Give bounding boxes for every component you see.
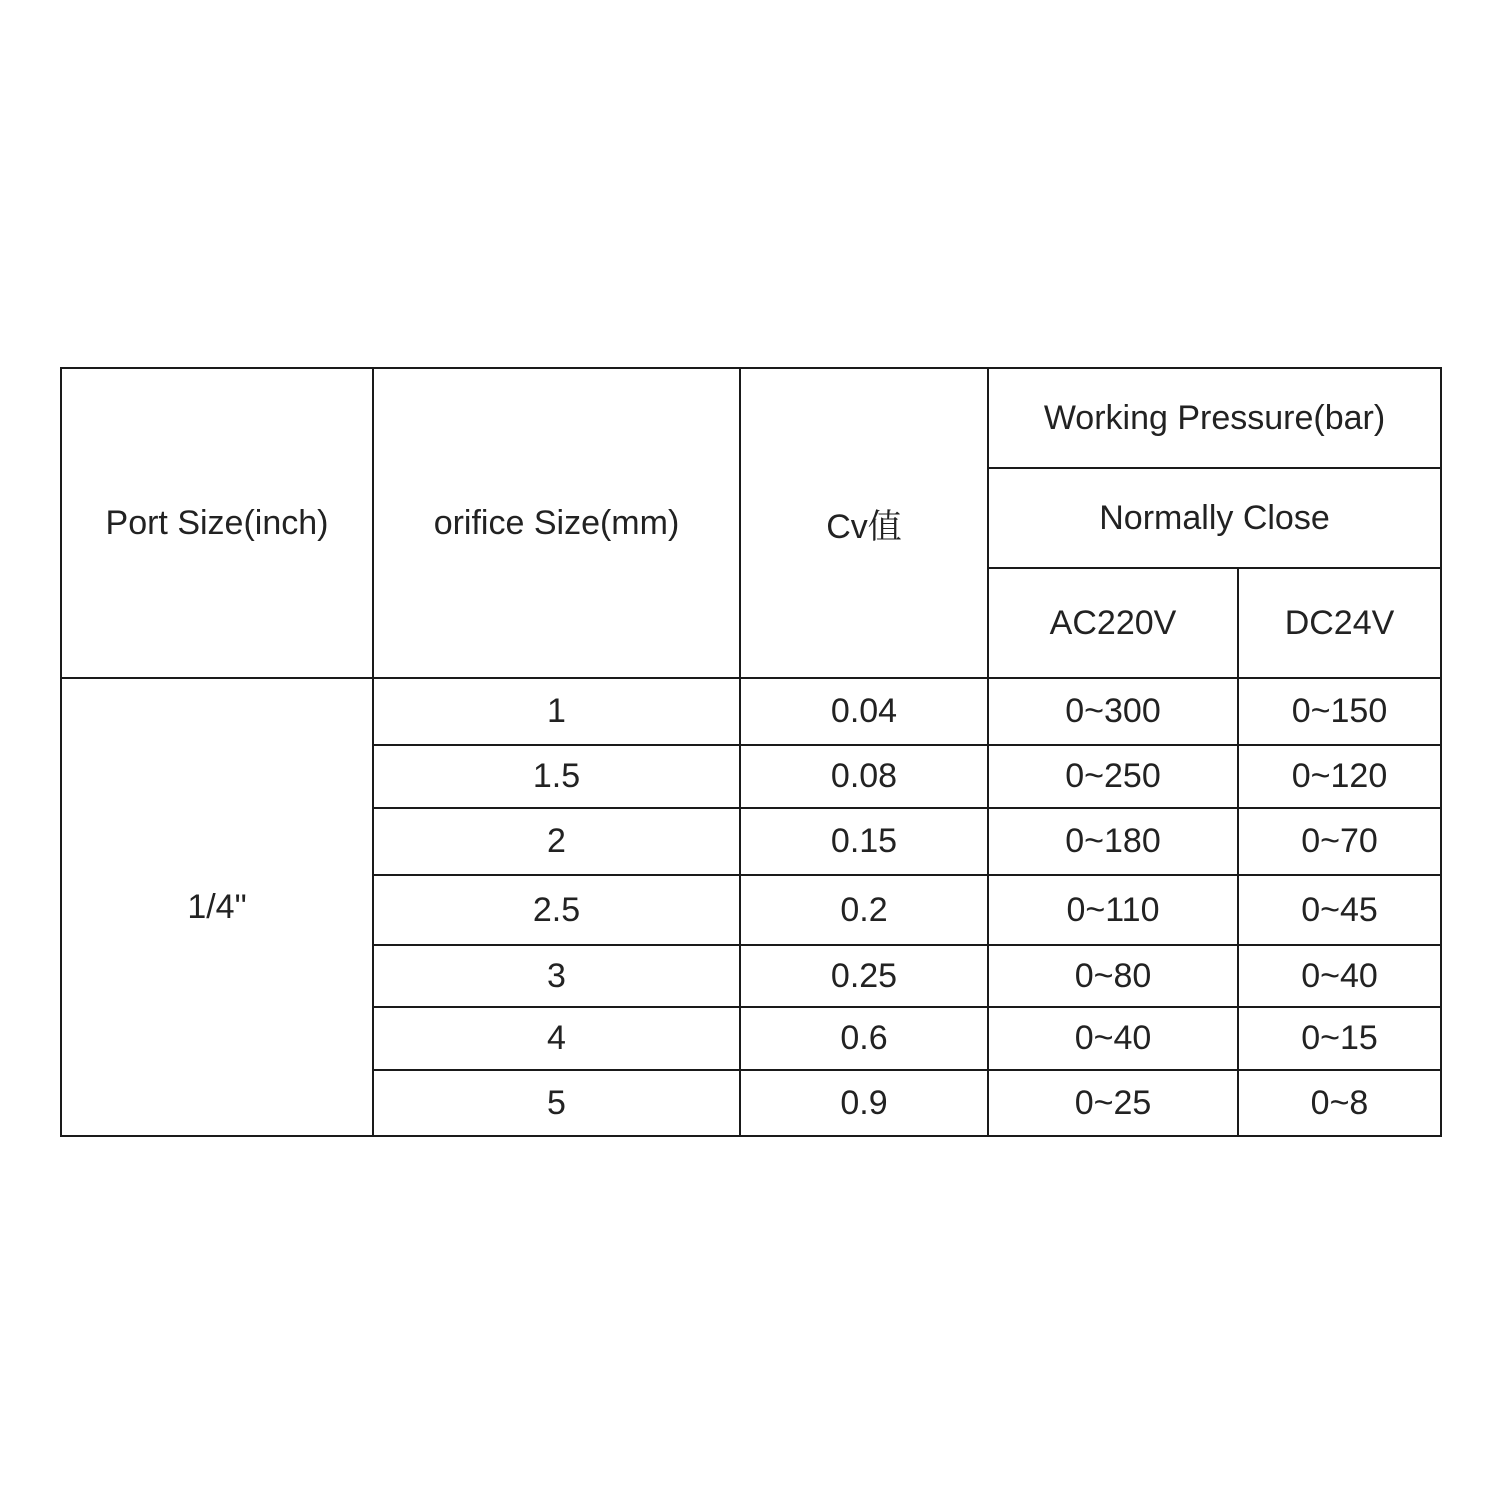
ac-pressure-cell: 0~25 (988, 1070, 1238, 1136)
ac-pressure-cell: 0~300 (988, 678, 1238, 745)
orifice-cell: 3 (373, 945, 740, 1007)
orifice-cell: 1 (373, 678, 740, 745)
cv-cell: 0.08 (740, 745, 988, 808)
ac-pressure-cell: 0~110 (988, 875, 1238, 945)
orifice-cell: 5 (373, 1070, 740, 1136)
spec-table (60, 367, 1442, 1137)
ac-pressure-cell: 0~180 (988, 808, 1238, 875)
orifice-cell: 2.5 (373, 875, 740, 945)
dc-pressure-cell: 0~8 (1238, 1070, 1441, 1136)
dc-pressure-cell: 0~150 (1238, 678, 1441, 745)
header-orifice-size: orifice Size(mm) (373, 368, 740, 678)
dc-pressure-cell: 0~15 (1238, 1007, 1441, 1070)
header-row-1 (61, 368, 1441, 468)
orifice-cell: 2 (373, 808, 740, 875)
header-dc24v: DC24V (1238, 568, 1441, 678)
orifice-cell: 4 (373, 1007, 740, 1070)
ac-pressure-cell: 0~40 (988, 1007, 1238, 1070)
header-normally-close: Normally Close (988, 468, 1441, 568)
header-cv: Cv值 (740, 368, 988, 678)
dc-pressure-cell: 0~70 (1238, 808, 1441, 875)
cv-cell: 0.6 (740, 1007, 988, 1070)
ac-pressure-cell: 0~80 (988, 945, 1238, 1007)
dc-pressure-cell: 0~45 (1238, 875, 1441, 945)
cv-cell: 0.04 (740, 678, 988, 745)
cv-cell: 0.25 (740, 945, 988, 1007)
ac-pressure-cell: 0~250 (988, 745, 1238, 808)
dc-pressure-cell: 0~40 (1238, 945, 1441, 1007)
table-row (61, 678, 1441, 745)
header-ac220v: AC220V (988, 568, 1238, 678)
cv-cell: 0.15 (740, 808, 988, 875)
port-size-value: 1/4" (61, 678, 373, 1136)
dc-pressure-cell: 0~120 (1238, 745, 1441, 808)
cv-cell: 0.2 (740, 875, 988, 945)
header-port-size: Port Size(inch) (61, 368, 373, 678)
orifice-cell: 1.5 (373, 745, 740, 808)
header-working-pressure: Working Pressure(bar) (988, 368, 1441, 468)
cv-cell: 0.9 (740, 1070, 988, 1136)
